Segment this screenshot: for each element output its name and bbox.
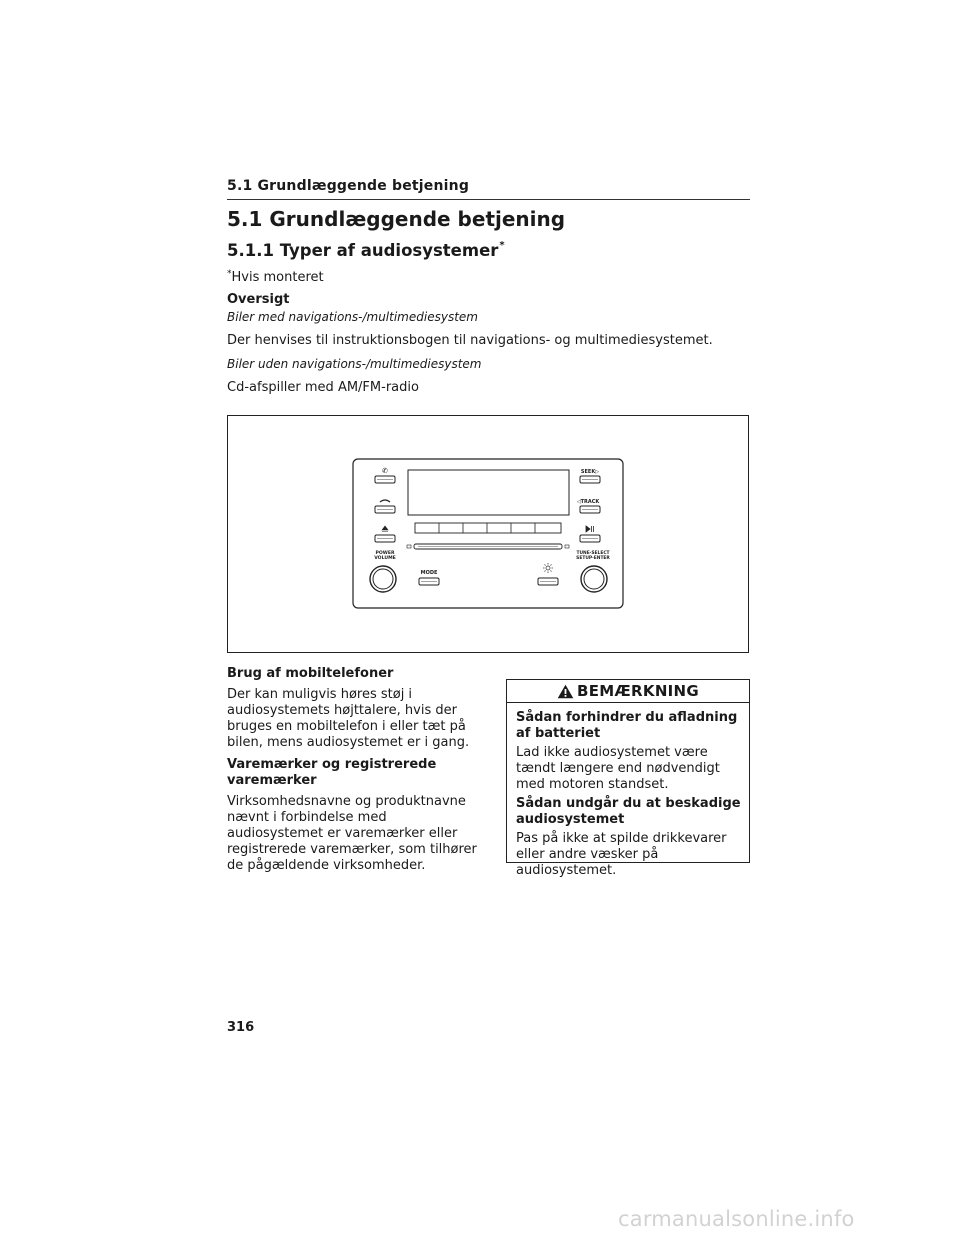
notice-item2-heading: Sådan undgår du at beskadige audiosystemet (516, 796, 741, 827)
trademark-text: Virksomhedsnavne og produktnavne nævnt i forbindelse med audiosystemet er varemærker eller registrerede varemærker, som tilhører de pågældende virksomheder. (227, 794, 477, 873)
notice-item2-text: Pas på ikke at spilde drikkevarer eller andre væsker på audiosystemet. (516, 831, 727, 878)
non-nav-system-label: Biler uden navigations-/multimediesystem (227, 357, 482, 371)
mode-label: MODE (420, 570, 438, 576)
setup-enter-label: SETUP·ENTER (576, 556, 610, 561)
left-column (227, 666, 477, 880)
section-title: 5.1 Grundlæggende betjening (227, 207, 566, 231)
tune-select-knob[interactable] (581, 566, 607, 592)
nav-system-label: Biler med navigations-/multimediesystem (227, 310, 478, 324)
notice-body (507, 703, 749, 879)
overview-heading: Oversigt (227, 292, 290, 307)
tune-select-label: TUNE·SELECT (576, 551, 610, 556)
footnote-text: Hvis monteret (231, 270, 324, 285)
track-label: ◁TRACK (576, 499, 600, 505)
power-label: POWER (375, 551, 395, 556)
phone-icon: ✆ (382, 467, 388, 475)
subsection-asterisk: * (499, 240, 505, 251)
audio-unit-figure (227, 415, 749, 653)
phone-heading: Brug af mobiltelefoner (227, 666, 394, 681)
footnote-asterisk: * (227, 269, 232, 279)
warning-triangle-icon (557, 684, 574, 699)
trademark-heading: Varemærker og registrerede varemærker (227, 757, 437, 788)
watermark: carmanualsonline.info (618, 1207, 855, 1231)
seek-button[interactable] (580, 476, 600, 483)
track-button[interactable] (580, 506, 600, 513)
running-header-title: 5.1 Grundlæggende betjening (227, 178, 470, 194)
power-volume-knob[interactable] (370, 566, 396, 592)
mode-button[interactable] (419, 578, 439, 585)
notice-header (507, 680, 749, 703)
cd-radio-illustration (228, 416, 748, 652)
page-number: 316 (227, 1020, 255, 1035)
seek-label: SEEK▷ (580, 469, 600, 475)
notice-box (506, 679, 750, 878)
subsection-title (227, 240, 505, 260)
nav-system-text: Der henvises til instruktionsbogen til navigations- og multimediesystemet. (227, 333, 713, 348)
notice-item1-text: Lad ikke audiosystemet være tændt længere end nødvendigt med motoren standset. (516, 745, 720, 792)
volume-label: VOLUME (374, 556, 396, 561)
notice-item1-heading: Sådan forhindrer du afladning af batteriet (516, 710, 738, 741)
phone-text: Der kan muligvis høres støj i audiosystemets højttalere, hvis der bruges en mobiltelefon i eller tæt på bilen, mens audiosystemet er i gang. (227, 687, 470, 750)
footnote (227, 269, 324, 285)
running-header (227, 178, 750, 200)
notice-title: BEMÆRKNING (576, 682, 700, 700)
non-nav-system-text: Cd-afspiller med AM/FM-radio (227, 380, 419, 395)
subsection-title-text: 5.1.1 Typer af audiosystemer (227, 241, 499, 260)
